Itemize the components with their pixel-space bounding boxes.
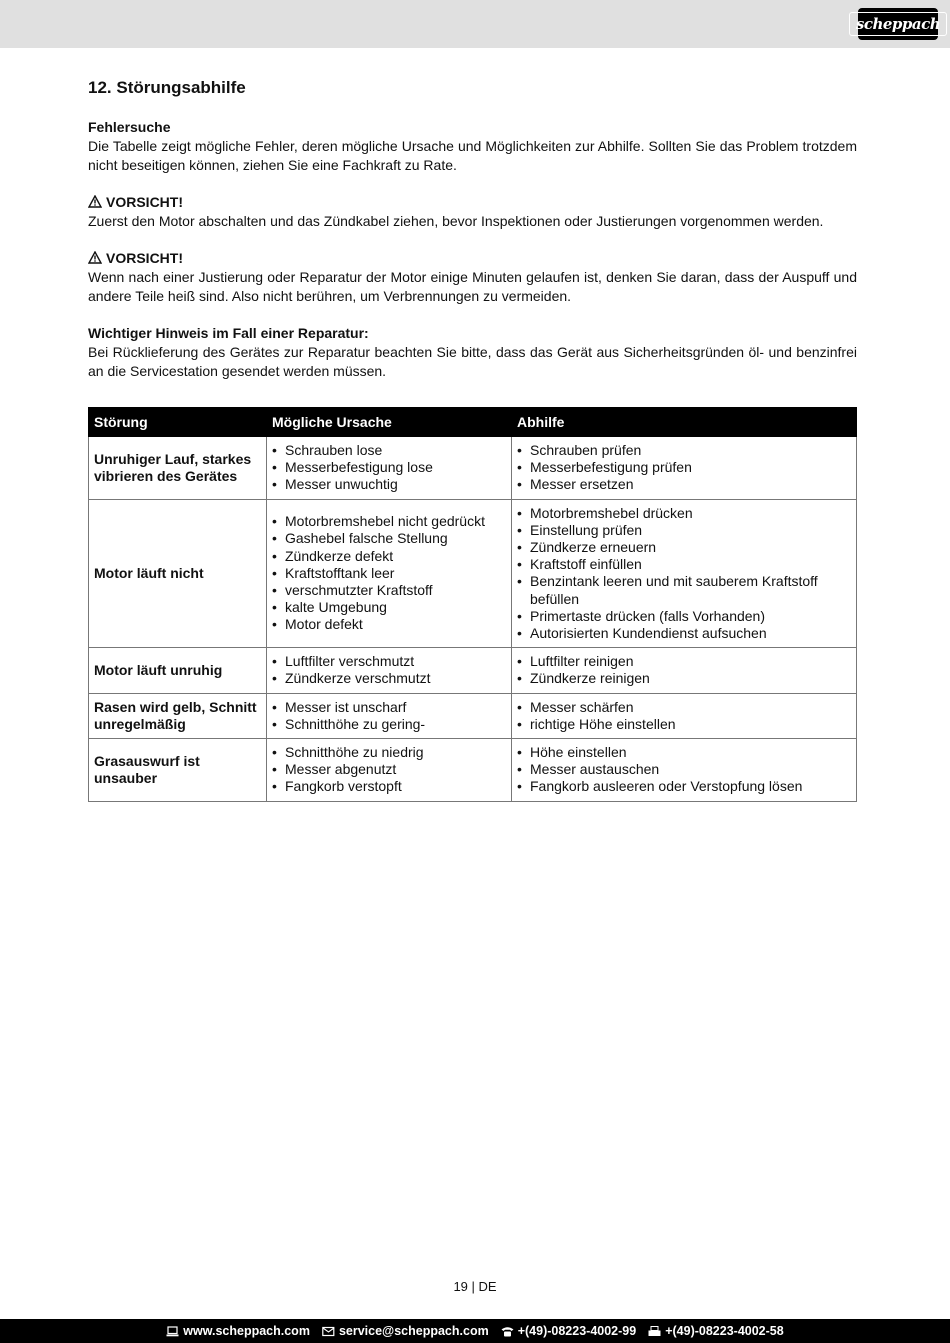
warning-triangle-icon [88,195,102,208]
email-icon [322,1326,335,1337]
fault-cell: Rasen wird gelb, Schnitt unregelmäßig [89,693,267,738]
cause-item: • kalte Umgebung [272,599,506,616]
header-cause: Mögliche Ursache [267,408,512,437]
troubleshooting-table [88,407,857,802]
remedy-item: • Höhe einstellen [517,744,851,761]
cause-item: • Motor defekt [272,616,506,633]
cause-item: • Messer abgenutzt [272,761,506,778]
remedy-item: • Messer schärfen [517,699,851,716]
table-row [89,693,857,738]
repair-note-heading: Wichtiger Hinweis im Fall einer Reparatur: [88,325,369,341]
remedy-item: • Luftfilter reinigen [517,653,851,670]
remedy-cell-list [517,653,851,687]
cause-cell [267,648,512,693]
remedy-item: • Messerbefestigung prüfen [517,459,851,476]
cause-item: • Zündkerze defekt [272,548,506,565]
cause-item: • Messerbefestigung lose [272,459,506,476]
cause-cell-list [272,744,506,796]
remedy-item: • richtige Höhe einstellen [517,716,851,733]
cause-item: • Gashebel falsche Stellung [272,530,506,547]
repair-note-block [88,324,857,381]
footer-phone[interactable]: +(49)-08223-4002-99 [517,1324,637,1338]
remedy-cell [512,693,857,738]
warning-heading-2: VORSICHT! [106,250,183,266]
warning-triangle-icon [88,251,102,264]
cause-item: • Messer unwuchtig [272,476,506,493]
cause-cell [267,499,512,648]
fault-cell: Unruhiger Lauf, starkes vibrieren des Gerätes [89,437,267,500]
computer-icon [166,1326,179,1337]
remedy-item: • Messer austauschen [517,761,851,778]
table-row [89,739,857,802]
cause-item: • Schnitthöhe zu gering- [272,716,506,733]
warning-text-1: Zuerst den Motor abschalten und das Zündkabel ziehen, bevor Inspektionen oder Justierungen vorgenommen werden. [88,213,824,229]
page-number: 19 | DE [453,1279,497,1294]
remedy-cell-list [517,699,851,733]
footer-bar [0,1319,950,1343]
cause-item: • Fangkorb verstopft [272,778,506,795]
cause-cell-list [272,653,506,687]
remedy-cell [512,739,857,802]
warning-block-2 [88,249,857,306]
remedy-item: • Primertaste drücken (falls Vorhanden) [517,608,851,625]
footer-email[interactable]: service@scheppach.com [338,1324,489,1338]
remedy-cell [512,648,857,693]
table-header-row [89,408,857,437]
remedy-cell-list [517,442,851,494]
table-row [89,437,857,500]
repair-note-text: Bei Rücklieferung des Gerätes zur Reparatur beachten Sie bitte, dass das Gerät aus Sicherheitsgründen öl- und benzinfrei an die Servicestation gesendet werden müssen. [88,344,857,379]
phone-icon [501,1326,514,1337]
scheppach-logo [855,8,941,40]
remedy-item: • Zündkerze erneuern [517,539,851,556]
remedy-cell-list [517,505,851,643]
footer-fax: +(49)-08223-4002-58 [665,1324,784,1338]
intro-block [88,118,857,175]
remedy-item: • Messer ersetzen [517,476,851,493]
remedy-item: • Kraftstoff einfüllen [517,556,851,573]
warning-text-2: Wenn nach einer Justierung oder Reparatur der Motor einige Minuten gelaufen ist, denken Sie daran, dass der Auspuff und andere Teile heiß sind. Also nicht berühren, um Verbrennungen zu vermeiden. [88,269,857,304]
cause-cell [267,693,512,738]
fault-cell: Grasauswurf ist unsauber [89,739,267,802]
header-fault: Störung [89,408,267,437]
fault-cell: Motor läuft nicht [89,499,267,648]
cause-cell [267,437,512,500]
header-remedy: Abhilfe [512,408,857,437]
cause-cell [267,739,512,802]
remedy-cell [512,437,857,500]
remedy-item: • Fangkorb ausleeren oder Verstopfung lösen [517,778,851,795]
cause-cell-list [272,442,506,494]
remedy-item: • Benzintank leeren und mit sauberem Kraftstoff befüllen [517,573,851,607]
intro-heading: Fehlersuche [88,119,171,135]
page-content [88,78,857,802]
cause-item: • Kraftstofftank leer [272,565,506,582]
remedy-cell [512,499,857,648]
top-bar [0,0,950,48]
section-title: 12. Störungsabhilfe [88,78,246,97]
table-body [89,437,857,802]
warning-heading-1: VORSICHT! [106,194,183,210]
remedy-item: • Schrauben prüfen [517,442,851,459]
cause-item: • Messer ist unscharf [272,699,506,716]
table-row [89,648,857,693]
remedy-cell-list [517,744,851,796]
footer-website[interactable]: www.scheppach.com [183,1324,310,1338]
remedy-item: • Zündkerze reinigen [517,670,851,687]
cause-item: • Zündkerze verschmutzt [272,670,506,687]
cause-cell-list [272,513,506,633]
remedy-item: • Motorbremshebel drücken [517,505,851,522]
warning-block-1 [88,193,857,231]
table-row [89,499,857,648]
intro-text: Die Tabelle zeigt mögliche Fehler, deren mögliche Ursache und Möglichkeiten zur Abhilfe. Sollten Sie das Problem trotzdem nicht beseitigen können, ziehen Sie eine Fachkraft zu Rate. [88,138,857,173]
logo-text: scheppach [849,12,947,36]
fax-icon [648,1326,661,1337]
cause-item: • Luftfilter verschmutzt [272,653,506,670]
fault-cell: Motor läuft unruhig [89,648,267,693]
cause-item: • Schnitthöhe zu niedrig [272,744,506,761]
cause-item: • Motorbremshebel nicht gedrückt [272,513,506,530]
cause-item: • verschmutzter Kraftstoff [272,582,506,599]
cause-cell-list [272,699,506,733]
remedy-item: • Einstellung prüfen [517,522,851,539]
cause-item: • Schrauben lose [272,442,506,459]
remedy-item: • Autorisierten Kundendienst aufsuchen [517,625,851,642]
